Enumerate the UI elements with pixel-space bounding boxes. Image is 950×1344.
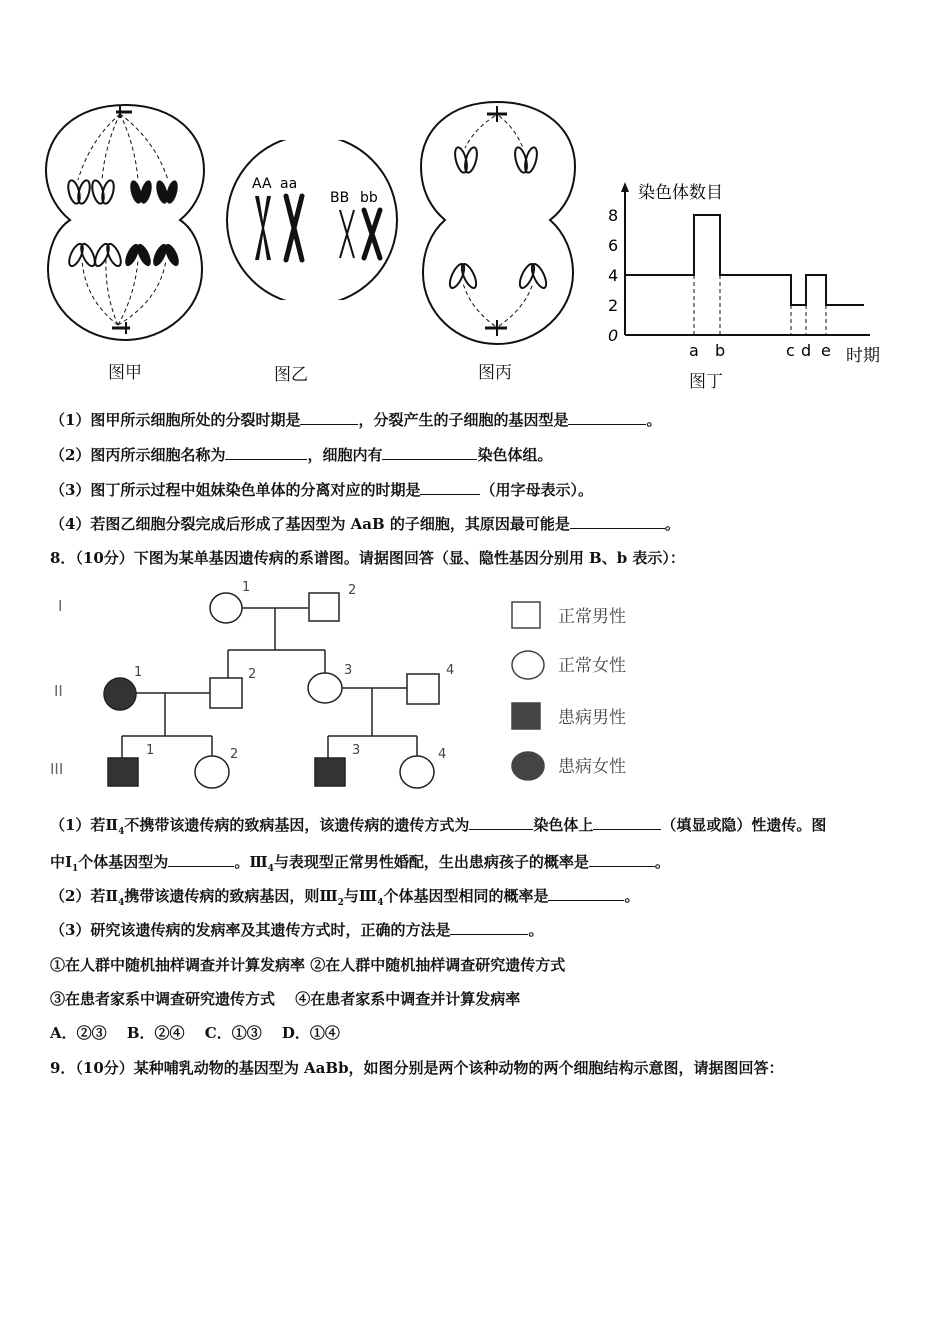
x-marker-a: a <box>689 341 699 360</box>
II3-normal-female <box>308 673 342 703</box>
figure-ding-chart <box>600 180 900 370</box>
y-axis-label: 染色体数目 <box>638 183 723 203</box>
legend-normal-male: 正常男性 <box>558 607 626 627</box>
q9-stem: 9．（10分）某种哺乳动物的基因型为 AaBb，如图分别是两个该种动物的两个细胞结构示意图，请据图回答： <box>50 1059 784 1077</box>
figure-jia <box>40 100 210 345</box>
label-BB: BB <box>330 190 350 206</box>
num-II4: 4 <box>446 663 455 678</box>
x-marker-e: e <box>821 341 831 360</box>
q7-part3: （3）图丁所示过程中姐妹染色单体的分离对应的时期是 （用字母表示）。 <box>50 481 593 499</box>
II1-affected-female <box>104 678 136 710</box>
legend-affected-female-symbol <box>512 752 544 780</box>
legend-normal-female-symbol <box>512 651 544 679</box>
legend-affected-male-symbol <box>512 703 540 729</box>
legend-affected-male: 患病男性 <box>558 708 626 728</box>
q7-part2: （2）图丙所示细胞名称为 ，细胞内有 染色体组。 <box>50 446 553 464</box>
figure-jia-caption: 图甲 <box>108 363 142 383</box>
num-II3: 3 <box>344 663 353 678</box>
chromosome-count-line <box>625 215 864 305</box>
y-tick-4: 4 <box>608 266 619 285</box>
q8-choices: A．②③ B．②④ C．①③ D．①④ <box>50 1024 340 1042</box>
III4-normal-female <box>400 756 434 788</box>
legend-normal-female: 正常女性 <box>558 656 626 676</box>
I1-normal-female <box>210 593 242 623</box>
label-aa: aa <box>280 176 298 192</box>
figure-bing <box>415 98 580 348</box>
label-bb: bb <box>360 190 378 206</box>
q7-part4: （4）若图乙细胞分裂完成后形成了基因型为 AaB 的子细胞，其原因最可能是 。 <box>50 515 680 533</box>
figure-yi <box>222 140 402 300</box>
pedigree-chart <box>50 578 670 798</box>
q8-options-line1: ①在人群中随机抽样调查并计算发病率 ②在人群中随机抽样调查研究遗传方式 <box>50 956 566 974</box>
label-AA: AA <box>252 176 272 192</box>
III2-normal-female <box>195 756 229 788</box>
I2-normal-male <box>309 593 339 621</box>
gen-II: II <box>54 682 63 700</box>
q8-part2: （2）若$Ⅱ_4$携带该遗传病的致病基因，则$Ⅲ_2$与$Ⅲ_4$个体基因型相同的概率是 。 <box>50 887 640 908</box>
num-III3: 3 <box>352 743 361 758</box>
x-axis-label: 时期 <box>846 346 880 366</box>
q8-part1-line2: 中$Ⅰ_1$个体基因型为 。$Ⅲ_4$与表现型正常男性婚配，生出患病孩子的概率是 。 <box>50 853 670 874</box>
II2-normal-male <box>210 678 242 708</box>
q7-part1: （1）图甲所示细胞所处的分裂时期是 ，分裂产生的子细胞的基因型是 。 <box>50 411 662 429</box>
num-II2: 2 <box>248 667 257 682</box>
x-marker-d: d <box>801 341 812 360</box>
y-tick-0: 0 <box>608 326 619 345</box>
num-III2: 2 <box>230 747 239 762</box>
num-I2: 2 <box>348 583 357 598</box>
figure-ding-caption: 图丁 <box>689 372 723 392</box>
num-III4: 4 <box>438 747 447 762</box>
II4-normal-male <box>407 674 439 704</box>
gen-I: I <box>58 597 63 615</box>
x-marker-b: b <box>715 341 726 360</box>
y-tick-8: 8 <box>608 206 619 225</box>
figure-yi-caption: 图乙 <box>274 365 308 385</box>
figure-bing-caption: 图丙 <box>478 363 512 383</box>
legend-affected-female: 患病女性 <box>558 757 626 777</box>
q8-options-line2: ③在患者家系中调查研究遗传方式 ④在患者家系中调查并计算发病率 <box>50 990 521 1008</box>
legend-normal-male-symbol <box>512 602 540 628</box>
num-II1: 1 <box>134 665 143 680</box>
q8-part3: （3）研究该遗传病的发病率及其遗传方式时，正确的方法是 。 <box>50 921 544 939</box>
num-III1: 1 <box>146 743 155 758</box>
y-tick-2: 2 <box>608 296 619 315</box>
y-tick-6: 6 <box>608 236 619 255</box>
III1-affected-male <box>108 758 138 786</box>
gen-III: III <box>50 760 64 778</box>
x-marker-c: c <box>786 341 795 360</box>
q8-part1-line1: （1）若$Ⅱ_4$不携带该遗传病的致病基因，该遗传病的遗传方式为 染色体上 （填显或隐）性遗传。图 <box>50 816 827 837</box>
num-I1: 1 <box>242 580 251 595</box>
III3-affected-male <box>315 758 345 786</box>
q8-stem: 8．（10分）下图为某单基因遗传病的系谱图。请据图回答（显、隐性基因分别用 B、b 表示）： <box>50 549 685 567</box>
